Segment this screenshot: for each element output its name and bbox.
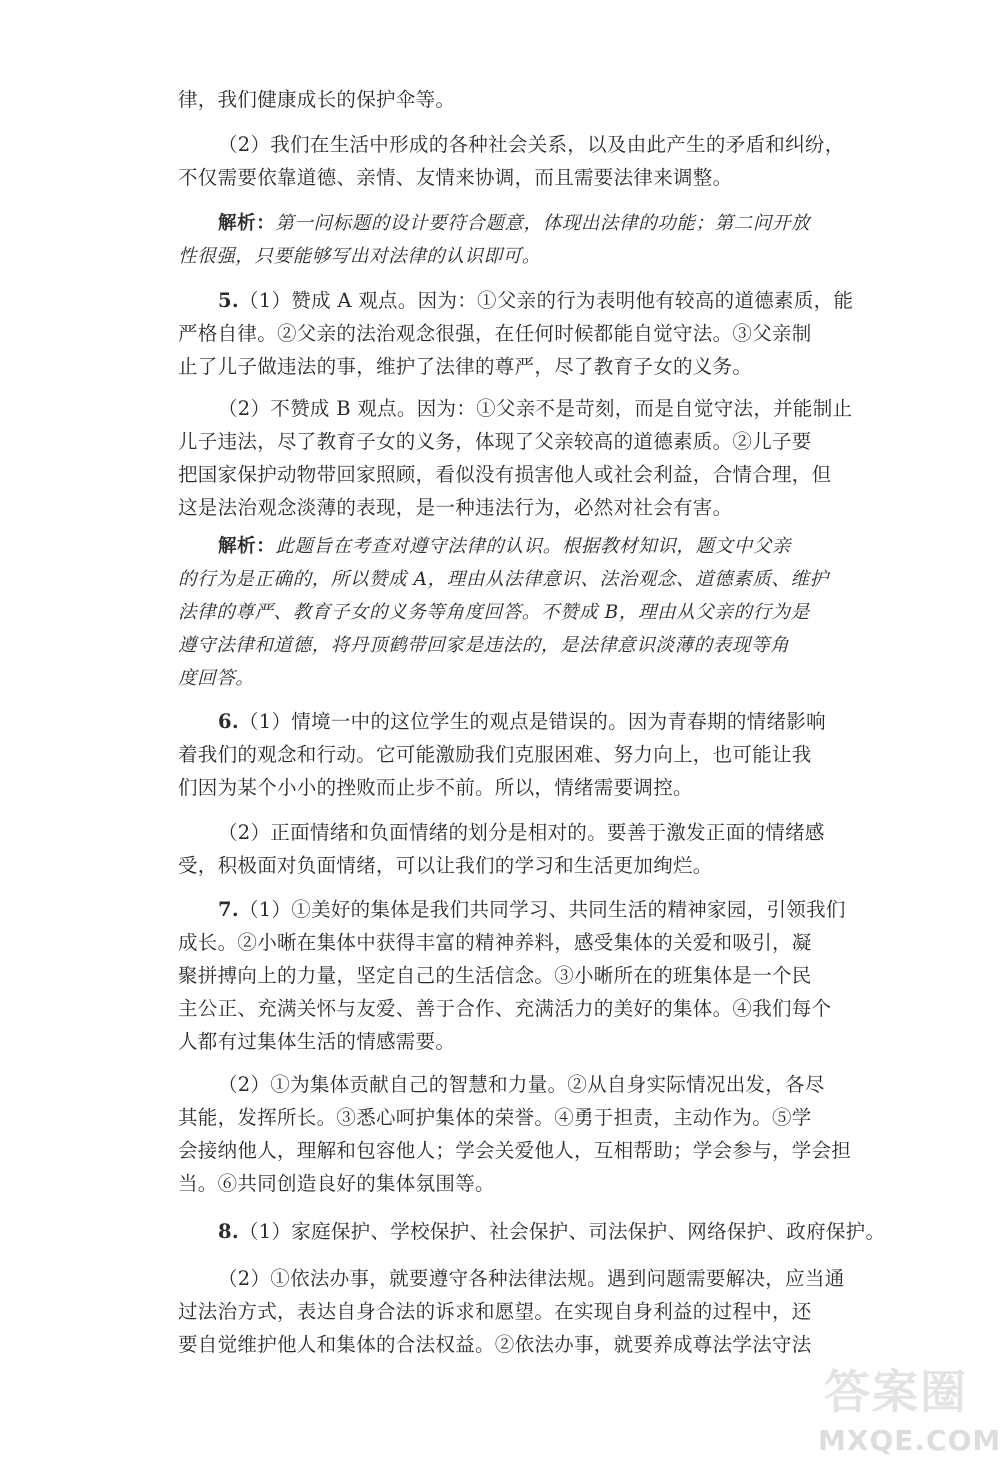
paragraph-p1 [178, 83, 768, 116]
analysis-2 [178, 530, 829, 695]
analysis-label: 解析： [218, 536, 276, 557]
question-5-part-2 [178, 392, 853, 524]
text-line: 主公正、充满关怀与友爱、善于合作、充满活力的美好的集体。④我们每个 [178, 997, 832, 1020]
watermark-logo: 答案圈 [824, 1365, 968, 1419]
text-line: 8.（1）家庭保护、学校保护、社会保护、司法保护、网络保护、政府保护。 [218, 1220, 886, 1243]
text-line: 受，积极面对负面情绪，可以让我们的学习和生活更加绚烂。 [178, 854, 713, 877]
question-number: 8. [218, 1220, 239, 1243]
text-line: 们因为某个小小的挫败而止步不前。所以，情绪需要调控。 [178, 776, 693, 799]
text-line: 法律的尊严、教育子女的义务等角度回答。不赞成 B，理由从父亲的行为是 [178, 602, 810, 623]
text-line: 严格自律。②父亲的法治观念很强，在任何时候都能自觉守法。③父亲制 [178, 322, 812, 345]
text-line: 聚拼搏向上的力量，坚定自己的生活信念。③小晰所在的班集体是一个民 [178, 964, 812, 987]
text-line: 这是法治观念淡薄的表现，是一种违法行为，必然对社会有害。 [178, 496, 733, 519]
question-8-part-1 [178, 1215, 886, 1248]
question-6-part-1 [178, 705, 826, 804]
paragraph-p2 [178, 128, 845, 194]
text-line: 把国家保护动物带回家照顾，看似没有损害他人或社会利益，合情合理，但 [178, 463, 832, 486]
question-number: 7. [218, 898, 239, 921]
question-number: 5. [218, 289, 239, 312]
question-6-part-2 [178, 816, 825, 882]
watermark [818, 1356, 1001, 1461]
text-line: 律，我们健康成长的保护伞等。 [178, 88, 456, 111]
text-line: 其能，发挥所长。③悉心呵护集体的荣誉。④勇于担责，主动作为。⑤学 [178, 1106, 812, 1129]
question-5-part-1 [178, 284, 854, 383]
text-line: 性很强，只要能够写出对法律的认识即可。 [178, 246, 541, 267]
text-line: 5.（1）赞成 A 观点。因为：①父亲的行为表明他有较高的道德素质，能 [218, 289, 854, 312]
text-line: 过法治方式，表达自身合法的诉求和愿望。在实现自身利益的过程中，还 [178, 1300, 812, 1323]
question-7-part-2 [178, 1068, 852, 1200]
text-line: 会接纳他人，理解和包容他人；学会关爱他人，互相帮助；学会参与，学会担 [178, 1139, 852, 1162]
question-8-part-2 [178, 1262, 845, 1361]
analysis-label: 解析： [218, 213, 276, 234]
text-line: 遵守法律和道德，将丹顶鹤带回家是违法的，是法律意识淡薄的表现等角 [178, 635, 790, 656]
text-line: 人都有过集体生活的情感需要。 [178, 1030, 456, 1053]
question-7-part-1 [178, 893, 846, 1058]
analysis-1 [178, 207, 811, 273]
text-line: 度回答。 [178, 668, 255, 689]
text-line: 7.（1）①美好的集体是我们共同学习、共同生活的精神家园，引领我们 [218, 898, 846, 921]
watermark-url: MXQE.COM [818, 1424, 1001, 1457]
text-line: （2）①为集体贡献自己的智慧和力量。②从自身实际情况出发，各尽 [218, 1073, 825, 1096]
text-line: 止了儿子做违法的事，维护了法律的尊严，尽了教育子女的义务。 [178, 355, 753, 378]
text-line: 要自觉维护他人和集体的合法权益。②依法办事，就要养成尊法学法守法 [178, 1333, 812, 1356]
text-line: （2）①依法办事，就要遵守各种法律法规。遇到问题需要解决，应当通 [218, 1267, 845, 1290]
text-line: 当。⑥共同创造良好的集体氛围等。 [178, 1172, 495, 1195]
text-line: 着我们的观念和行动。它可能激励我们克服困难、努力向上，也可能让我 [178, 743, 812, 766]
text-line: 解析：此题旨在考查对遵守法律的认识。根据教材知识，题文中父亲 [218, 536, 792, 557]
text-line: （2）正面情绪和负面情绪的划分是相对的。要善于激发正面的情绪感 [218, 821, 825, 844]
text-line: （2）我们在生活中形成的各种社会关系，以及由此产生的矛盾和纠纷， [218, 133, 845, 156]
question-number: 6. [218, 710, 239, 733]
text-line: 6.（1）情境一中的这位学生的观点是错误的。因为青春期的情绪影响 [218, 710, 826, 733]
text-line: （2）不赞成 B 观点。因为：①父亲不是苛刻，而是自觉守法，并能制止 [218, 397, 853, 420]
text-line: 的行为是正确的，所以赞成 A，理由从法律意识、法治观念、道德素质、维护 [178, 569, 829, 590]
text-line: 儿子违法，尽了教育子女的义务，体现了父亲较高的道德素质。②儿子要 [178, 430, 812, 453]
text-line: 成长。②小晰在集体中获得丰富的精神养料，感受集体的关爱和吸引，凝 [178, 931, 812, 954]
text-line: 解析：第一问标题的设计要符合题意，体现出法律的功能；第二问开放 [218, 213, 811, 234]
text-line: 不仅需要依靠道德、亲情、友情来协调，而且需要法律来调整。 [178, 166, 733, 189]
